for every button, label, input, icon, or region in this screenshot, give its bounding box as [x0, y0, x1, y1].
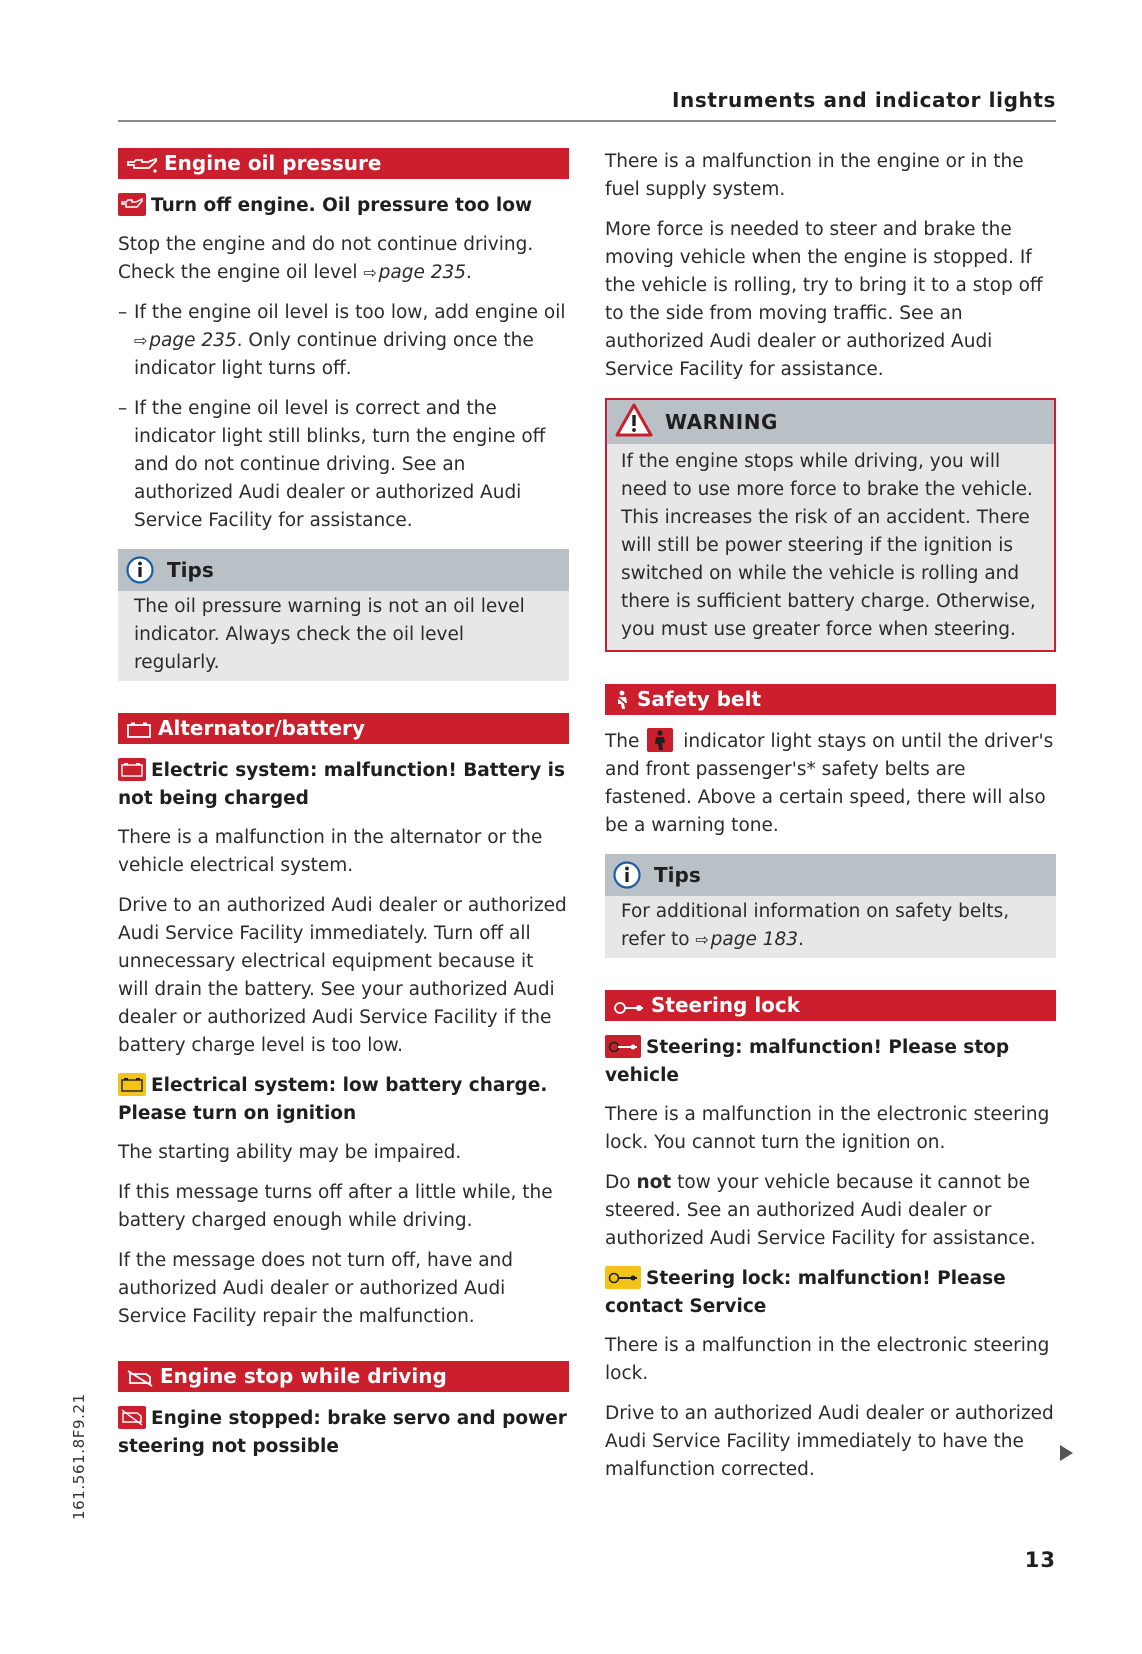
warning-triangle-icon [615, 403, 653, 437]
tips-title: Tips [654, 863, 701, 887]
page-header-title: Instruments and indicator lights [671, 88, 1056, 112]
text: The [605, 731, 640, 752]
section-heading-steering-lock [605, 990, 1056, 1021]
page-reference-link[interactable] [363, 262, 466, 283]
oil-can-icon [118, 193, 146, 216]
engine-stop-paragraph-2: More force is needed to steer and brake the moving vehicle when the engine is stopped. If the vehicle is rolling, try to bring it to a stop off to the side from moving traffic. See an authorized Audi dealer or authorized Audi Service Facility for assistance. [605, 219, 1043, 380]
text: For additional information on safety belts, refer to [621, 901, 1010, 950]
tips-text: The oil pressure warning is not an oil level indicator. Always check the oil level regularly. [134, 596, 525, 673]
document-code: 161.561.8F9.21 [70, 1393, 88, 1520]
page-reference-link[interactable] [695, 929, 798, 950]
message-text: Electrical system: low battery charge. Please turn on ignition [118, 1075, 548, 1124]
right-column [605, 148, 1056, 1496]
steering-paragraph-1: There is a malfunction in the electronic steering lock. You cannot turn the ignition on. [605, 1104, 1050, 1153]
message-text: Steering: malfunction! Please stop vehicle [605, 1037, 1010, 1086]
tips-header [605, 854, 1056, 896]
text: . [466, 262, 472, 283]
seatbelt-icon [647, 728, 673, 752]
text: Stop the engine and do not continue driving. Check the engine oil level [118, 234, 534, 283]
message-steering-lock-service [605, 1265, 1056, 1321]
battery-icon [118, 1073, 146, 1096]
ref-arrow-icon: ⇨ [363, 263, 377, 282]
text: . [798, 929, 804, 950]
ref-arrow-icon: ⇨ [695, 930, 709, 949]
section-heading-text: Engine oil pressure [164, 151, 382, 175]
steering-lock-icon [605, 1266, 641, 1289]
continue-arrow-icon [1060, 1445, 1073, 1461]
alt-paragraph-1: There is a malfunction in the alternator or the vehicle electrical system. [118, 827, 543, 876]
warning-title: WARNING [665, 410, 778, 434]
engine-stop-icon [118, 1406, 146, 1429]
tips-body [118, 591, 569, 681]
section-heading-text: Steering lock [651, 993, 801, 1017]
tips-header [118, 549, 569, 591]
ref-text: page 183 [710, 929, 799, 950]
alt-paragraph-3: The starting ability may be impaired. [118, 1142, 462, 1163]
message-steering-malfunction [605, 1034, 1056, 1090]
tips-text [621, 898, 1042, 954]
engine-stop-icon [126, 1365, 154, 1392]
page-header [118, 86, 1056, 122]
tips-body [605, 896, 1056, 958]
message-engine-stopped [118, 1405, 569, 1461]
battery-icon [126, 717, 152, 744]
section-heading-safety-belt [605, 684, 1056, 715]
text: tow your vehicle because it cannot be steered. See an authorized Audi dealer or authorized Audi Service Facility for assistance. [605, 1172, 1036, 1249]
section-heading-alternator-battery [118, 713, 569, 744]
engine-stop-paragraph-1: There is a malfunction in the engine or in the fuel supply system. [605, 151, 1024, 200]
text: If the engine oil level is too low, add engine oil [134, 302, 566, 323]
ref-arrow-icon: ⇨ [134, 331, 148, 350]
message-text: Steering lock: malfunction! Please contact Service [605, 1268, 1006, 1317]
oil-step-2: – If the engine oil level is correct and the indicator light still blinks, turn the engine off and do not continue driving. See an authorized Audi dealer or authorized Audi Service Facility for assistance. [118, 395, 569, 535]
seatbelt-icon [613, 688, 631, 715]
ref-text: page 235 [149, 330, 237, 351]
oil-paragraph [118, 231, 569, 287]
steering-paragraph-3: There is a malfunction in the electronic steering lock. [605, 1335, 1050, 1384]
ref-text: page 235 [378, 262, 467, 283]
section-heading-text: Alternator/battery [158, 716, 365, 740]
warning-body [607, 444, 1054, 650]
section-heading-engine-stop [118, 1361, 569, 1392]
section-heading-oil-pressure [118, 148, 569, 179]
tips-box-belt [605, 854, 1056, 958]
message-text: Turn off engine. Oil pressure too low [151, 195, 533, 216]
message-text: Engine stopped: brake servo and power steering not possible [118, 1408, 567, 1457]
section-heading-text: Engine stop while driving [160, 1364, 447, 1388]
page-number: 13 [1024, 1548, 1056, 1572]
alt-paragraph-5: If the message does not turn off, have and authorized Audi dealer or authorized Audi Service Facility repair the malfunction. [118, 1250, 514, 1327]
battery-icon [118, 758, 146, 781]
message-battery-not-charged [118, 757, 569, 813]
alt-paragraph-4: If this message turns off after a little while, the battery charged enough while driving. [118, 1182, 553, 1231]
text: . Only continue driving once the indicator light turns off. [134, 330, 534, 379]
tips-box-oil [118, 549, 569, 681]
safety-belt-paragraph [605, 728, 1056, 840]
steering-lock-icon [605, 1035, 641, 1058]
text: indicator light stays on until the driver's and front passenger's* safety belts are fastened. Above a certain speed, there will also be a warning tone. [605, 731, 1054, 836]
warning-header [607, 400, 1054, 444]
warning-box [605, 398, 1056, 652]
oil-step-1 [118, 299, 569, 383]
steering-paragraph-2 [605, 1169, 1056, 1253]
message-low-battery [118, 1072, 569, 1128]
emphasis-text: not [636, 1172, 672, 1193]
warning-text: If the engine stops while driving, you will need to use more force to brake the vehicle. This increases the risk of an accident. There will still be power steering if the ignition is switched on while the vehicle is rolling and there is sufficient battery charge. Otherwise, you must use greater force when steering. [621, 451, 1036, 640]
text: Do [605, 1172, 637, 1193]
tips-title: Tips [167, 558, 214, 582]
oil-can-icon [126, 152, 158, 179]
info-icon [613, 861, 641, 889]
page-reference-link[interactable] [134, 330, 237, 351]
alt-paragraph-2: Drive to an authorized Audi dealer or authorized Audi Service Facility immediately. Turn off all unnecessary electrical equipment because it will drain the battery. See your authorized Audi dealer or authorized Audi Service Facility if the battery charge level is too low. [118, 895, 567, 1056]
info-icon [126, 556, 154, 584]
steering-paragraph-4: Drive to an authorized Audi dealer or authorized Audi Service Facility immediately to have the malfunction corrected. [605, 1403, 1054, 1480]
message-text: Electric system: malfunction! Battery is not being charged [118, 760, 565, 809]
message-oil-pressure [118, 192, 569, 220]
section-heading-text: Safety belt [637, 687, 762, 711]
steering-lock-icon [613, 994, 645, 1021]
left-column [118, 148, 569, 1472]
